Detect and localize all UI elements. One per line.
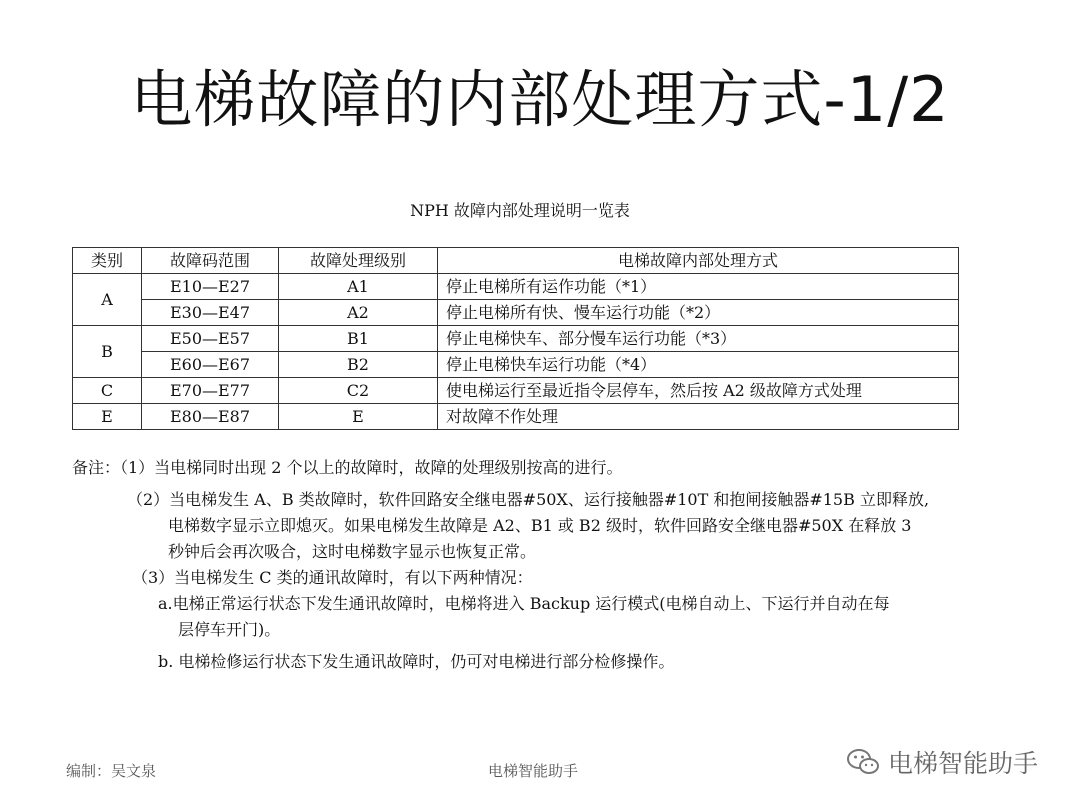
level-cell: A1 [279, 274, 438, 300]
category-cell: C [73, 378, 142, 404]
note-line: 秒钟后会再次吸合，这时电梯数字显示也恢复正常。 [168, 542, 537, 561]
note-line: a.电梯正常运行状态下发生通讯故障时，电梯将进入 Backup 运行模式(电梯自动上、下运行并自动在每 [158, 594, 890, 613]
code-range-cell: E30—E47 [142, 300, 279, 326]
table-row [73, 326, 959, 352]
code-range-cell: E10—E27 [142, 274, 279, 300]
method-cell: 使电梯运行至最近指令层停车，然后按 A2 级故障方式处理 [438, 378, 959, 404]
code-range-cell: E50—E57 [142, 326, 279, 352]
code-range-cell: E80—E87 [142, 404, 279, 430]
level-cell: B2 [279, 352, 438, 378]
category-cell: A [73, 274, 142, 326]
category-cell: B [73, 326, 142, 378]
level-cell: B1 [279, 326, 438, 352]
method-cell: 停止电梯快车运行功能（*4） [438, 352, 959, 378]
note-line: （2）当电梯发生 A、B 类故障时，软件回路安全继电器#50X、运行接触器#10T 和抱闸接触器#15B 立即释放, [127, 490, 930, 509]
note-line: （3）当电梯发生 C 类的通讯故障时，有以下两种情况： [132, 568, 533, 587]
footer-author: 编制：吴文泉 [66, 762, 157, 780]
header-level: 故障处理级别 [279, 248, 438, 274]
note-line: 层停车开门)。 [178, 620, 281, 639]
method-cell: 对故障不作处理 [438, 404, 959, 430]
header-method: 电梯故障内部处理方式 [438, 248, 959, 274]
table-row [73, 378, 959, 404]
fault-table [72, 247, 959, 430]
code-range-cell: E60—E67 [142, 352, 279, 378]
watermark [846, 744, 1038, 780]
note-line: 备注：（1）当电梯同时出现 2 个以上的故障时，故障的处理级别按高的进行。 [72, 458, 623, 477]
method-cell: 停止电梯所有运作功能（*1） [438, 274, 959, 300]
note-line: b. 电梯检修运行状态下发生通讯故障时，仍可对电梯进行部分检修操作。 [158, 652, 675, 671]
note-line: 电梯数字显示立即熄灭。如果电梯发生故障是 A2、B1 或 B2 级时，软件回路安全继电器#50X 在释放 3 [168, 516, 912, 535]
watermark-text: 电梯智能助手 [888, 749, 1039, 778]
level-cell: A2 [279, 300, 438, 326]
level-cell: C2 [279, 378, 438, 404]
header-category: 类别 [73, 248, 142, 274]
footer-center: 电梯智能助手 [488, 762, 579, 780]
category-cell: E [73, 404, 142, 430]
wechat-icon [846, 747, 880, 777]
table-row [73, 352, 959, 378]
method-cell: 停止电梯快车、部分慢车运行功能（*3） [438, 326, 959, 352]
notes-block [72, 455, 1032, 675]
header-code-range: 故障码范围 [142, 248, 279, 274]
table-header-row [73, 248, 959, 274]
table-row [73, 300, 959, 326]
page-title: 电梯故障的内部处理方式-1/2 [130, 63, 950, 136]
table-caption: NPH 故障内部处理说明一览表 [410, 201, 630, 220]
table-row [73, 274, 959, 300]
level-cell: E [279, 404, 438, 430]
table-row [73, 404, 959, 430]
code-range-cell: E70—E77 [142, 378, 279, 404]
method-cell: 停止电梯所有快、慢车运行功能（*2） [438, 300, 959, 326]
